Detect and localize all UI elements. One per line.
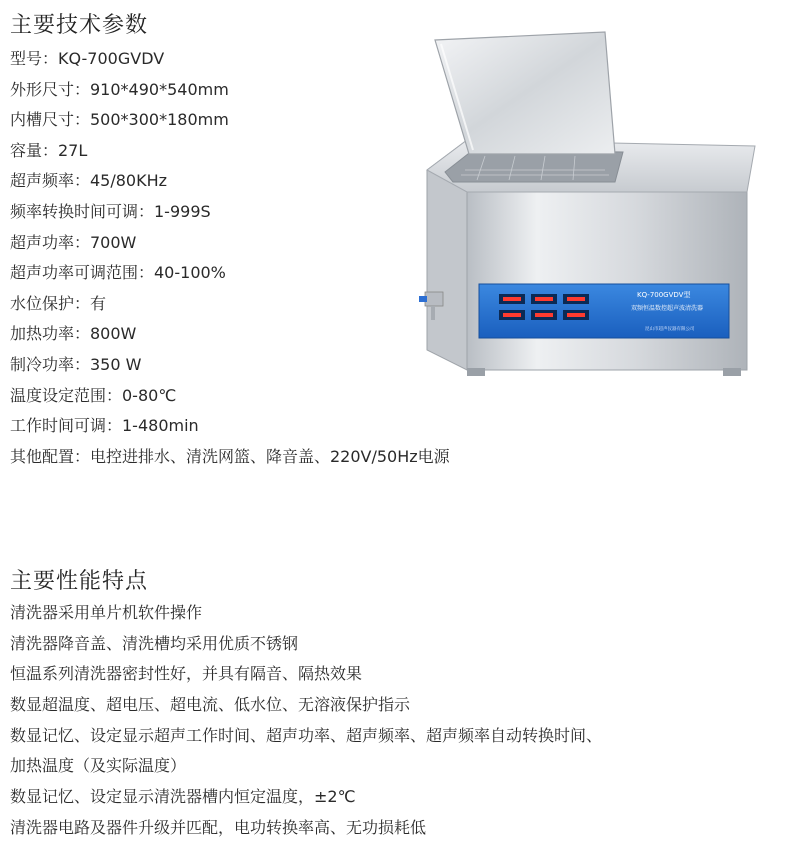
spec-item: 超声功率：700W xyxy=(10,232,137,252)
panel-subtitle-label: 双频恒温数控超声波清洗器 xyxy=(631,305,704,312)
feature-list xyxy=(10,598,602,844)
spec-list xyxy=(10,44,450,472)
spec-item: 频率转换时间可调：1-999S xyxy=(10,201,211,221)
spec-item: 型号：KQ-700GVDV xyxy=(10,49,165,68)
lid xyxy=(435,32,615,154)
spec-item: 加热功率：800W xyxy=(10,324,137,344)
body-front xyxy=(467,192,747,370)
feature-item: 清洗器降音盖、清洗槽均采用优质不锈钢 xyxy=(10,633,299,653)
feature-section-title: 主要性能特点 xyxy=(10,569,149,594)
tank-opening xyxy=(445,150,623,182)
spec-item: 超声频率：45/80KHz xyxy=(10,171,168,191)
feature-item: 清洗器电路及器件升级并匹配，电功转换率高、无功损耗低 xyxy=(10,817,427,837)
feature-item: 数显记忆、设定显示超声工作时间、超声功率、超声频率、超声频率自动转换时间、 xyxy=(10,725,603,745)
panel-model-label: KQ-700GVDV型 xyxy=(637,291,691,299)
foot xyxy=(467,368,485,376)
spec-item: 温度设定范围：0-80℃ xyxy=(10,385,177,405)
spec-item: 内槽尺寸：500*300*180mm xyxy=(10,110,229,130)
spec-item: 工作时间可调：1-480min xyxy=(10,416,199,436)
feature-item: 数显超温度、超电压、超电流、低水位、无溶液保护指示 xyxy=(10,695,411,715)
spec-item: 制冷功率：350 W xyxy=(10,354,142,374)
spec-item: 外形尺寸：910*490*540mm xyxy=(10,79,229,99)
spec-section-title: 主要技术参数 xyxy=(10,13,149,38)
spec-item: 超声功率可调范围：40-100% xyxy=(10,263,226,283)
ultrasonic-cleaner-image xyxy=(405,20,775,380)
feature-item: 数显记忆、设定显示清洗器槽内恒定温度，±2℃ xyxy=(10,787,356,807)
feature-item: 加热温度（及实际温度） xyxy=(10,756,187,776)
spec-item: 其他配置：电控进排水、清洗网篮、降音盖、220V/50Hz电源 xyxy=(10,446,450,466)
spec-item: 水位保护：有 xyxy=(10,293,107,313)
foot xyxy=(723,368,741,376)
feature-item: 恒温系列清洗器密封性好，并具有隔音、隔热效果 xyxy=(10,664,363,684)
panel-maker-label: 昆山市超声仪器有限公司 xyxy=(645,327,695,332)
feature-item: 清洗器采用单片机软件操作 xyxy=(10,603,203,622)
spec-item: 容量：27L xyxy=(10,140,88,160)
